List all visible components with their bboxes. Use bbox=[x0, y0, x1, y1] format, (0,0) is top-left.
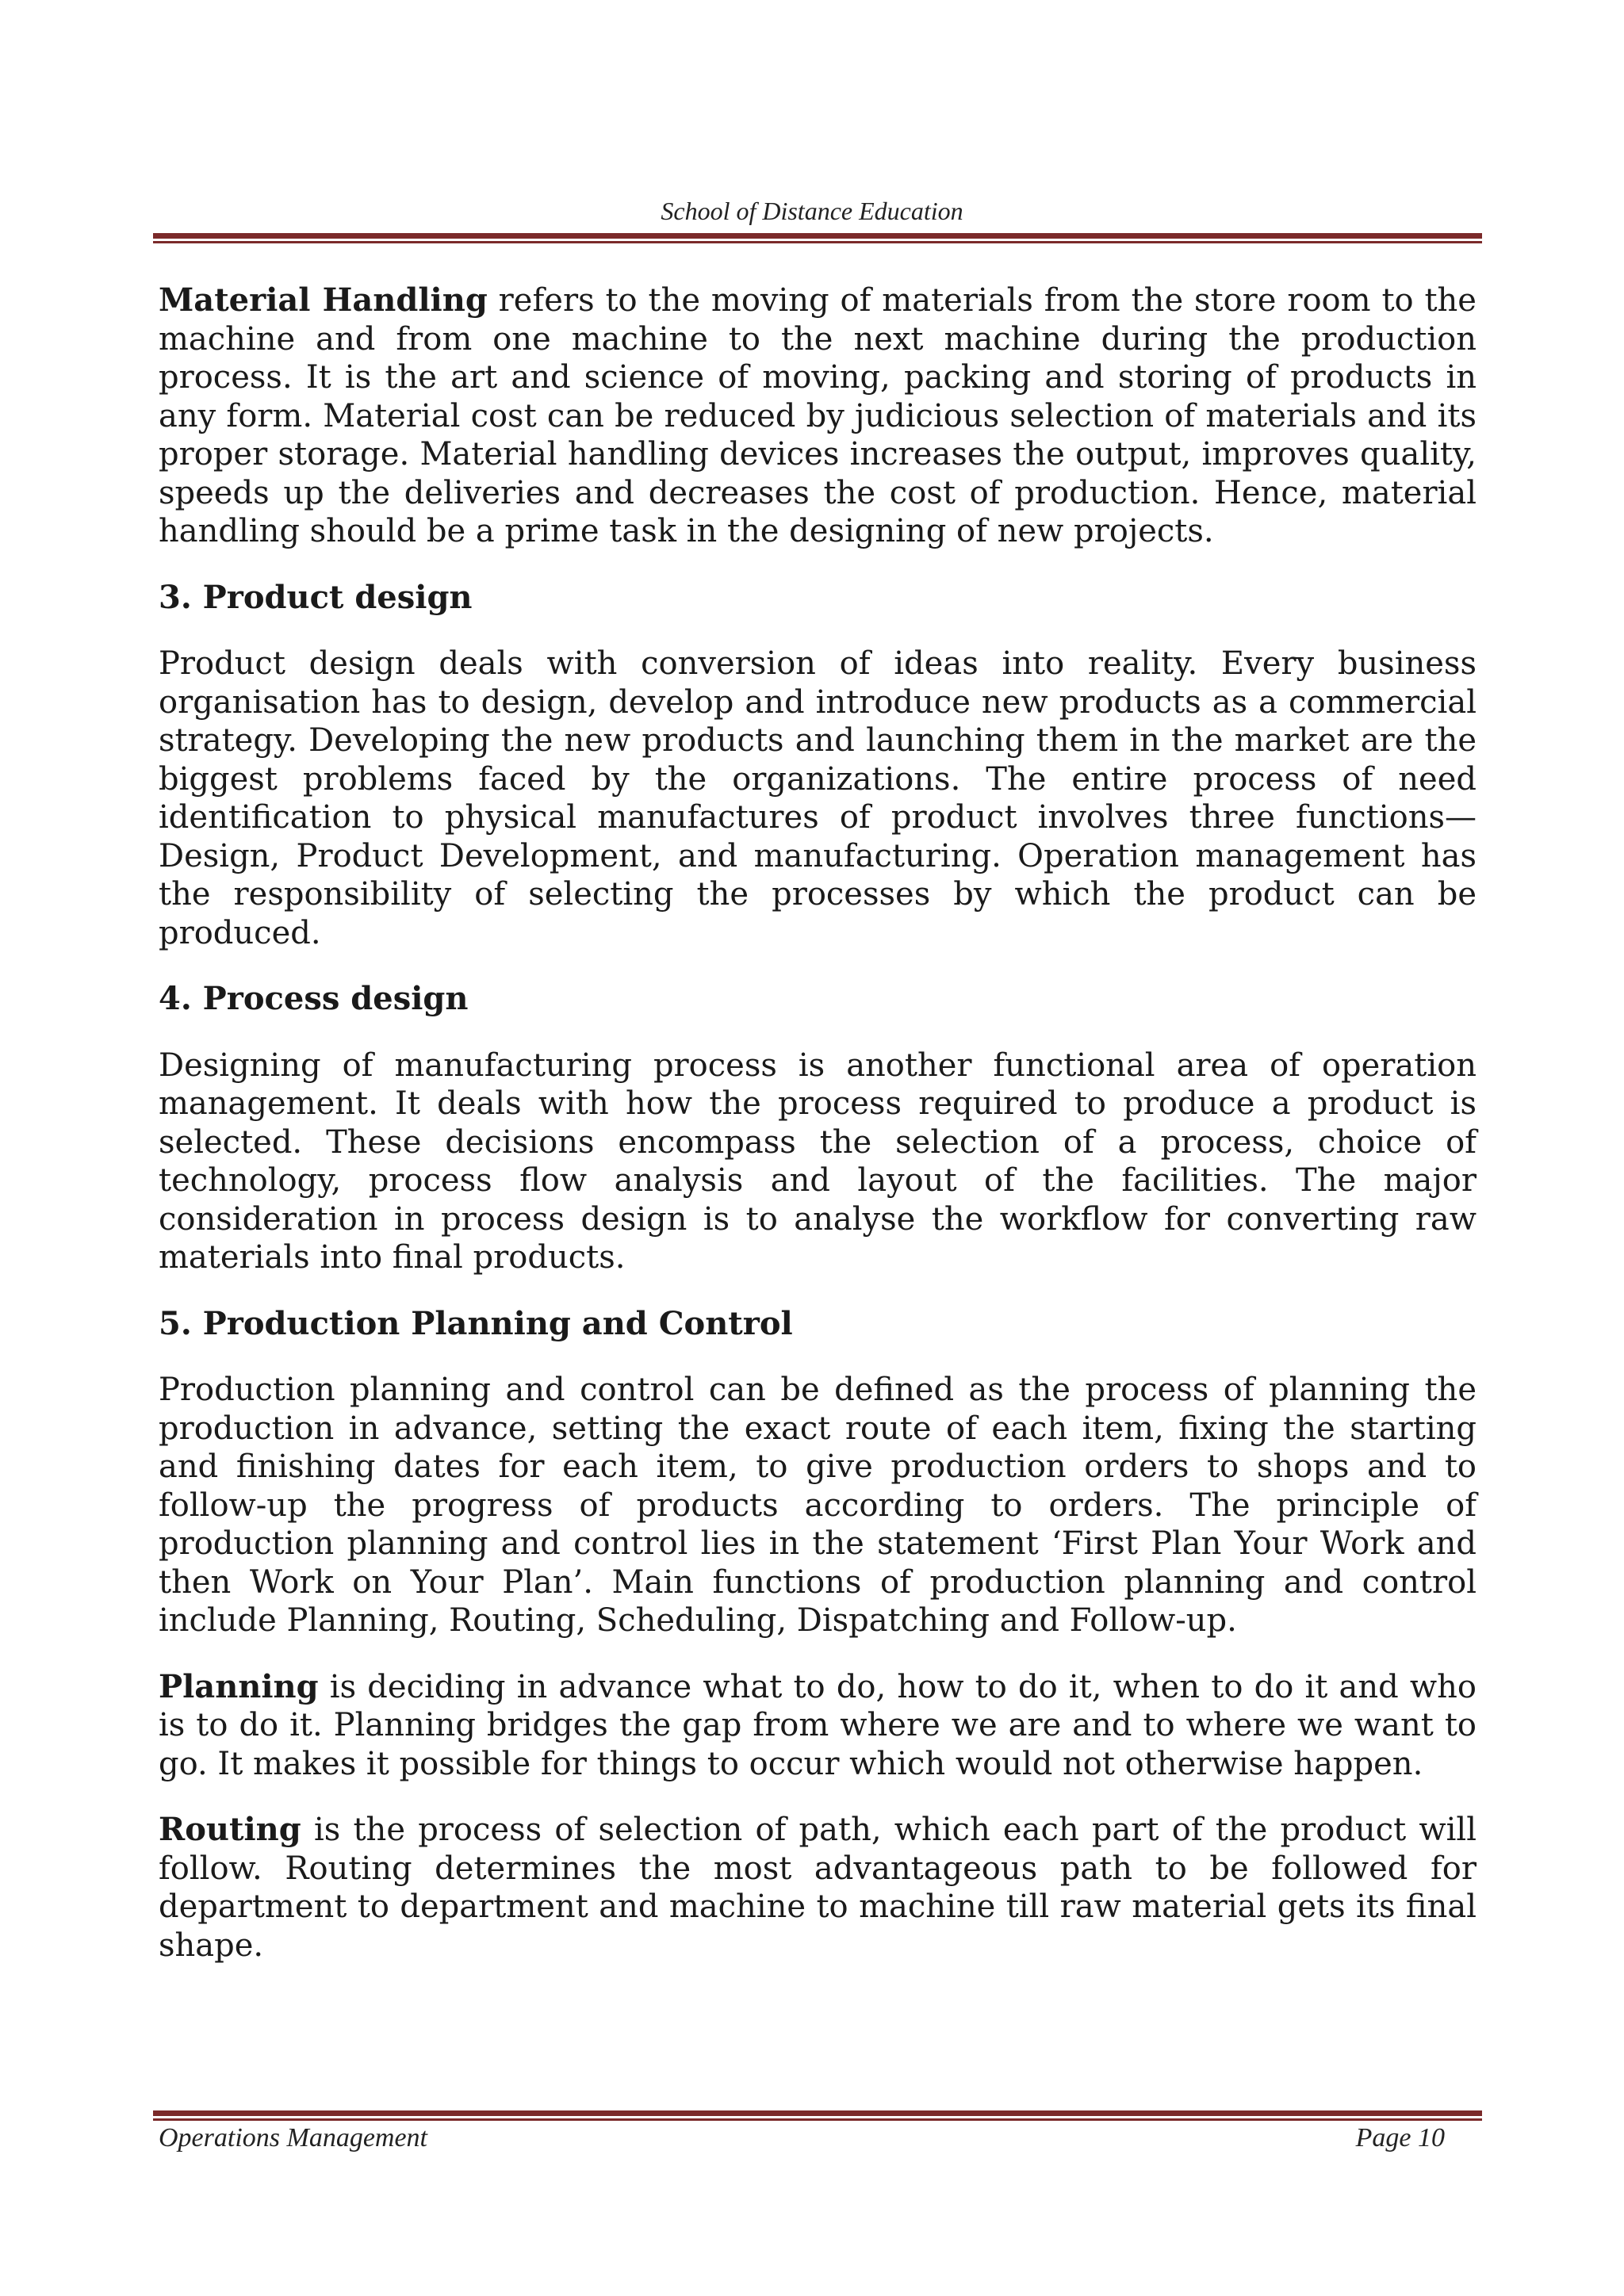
footer-page-number: Page 10 bbox=[1355, 2123, 1445, 2152]
header-title: School of Distance Education bbox=[661, 197, 963, 225]
routing-paragraph bbox=[159, 1811, 1477, 1965]
header-rule bbox=[153, 233, 1482, 243]
ppc-paragraph: Production planning and control can be defined as the process of planning the production in advance, setting the exact route of each item, fixing the starting and finishing dates for each item, to give production orders to shops and to follow-up the progress of products according to orders. The principle of production planning and control lies in the statement ‘First Plan Your Work and then Work on Your Plan’. Main functions of production planning and control include Planning, Routing, Scheduling, Dispatching and Follow-up. bbox=[159, 1372, 1477, 1639]
planning-paragraph bbox=[159, 1668, 1477, 1784]
footer-rule-thick bbox=[153, 2110, 1482, 2116]
footer-rule bbox=[153, 2110, 1482, 2121]
ppc-heading: 5. Production Planning and Control bbox=[159, 1304, 793, 1342]
footer-rule-thin bbox=[153, 2118, 1482, 2121]
product-design-paragraph: Product design deals with conversion of ideas into reality. Every business organisation has to design, develop and introduce new products as a commercial strategy. Developing the new products and launching them in the market are the biggest problems faced by the organizations. The entire process of need identification to physical manufactures of product involves three functions—Design, Product Development, and manufacturing. Operation management has the responsibility of selecting the processes by which the product can be produced. bbox=[159, 645, 1477, 951]
material-handling-paragraph bbox=[159, 281, 1477, 551]
page-content bbox=[159, 281, 1477, 1992]
header-rule-thin bbox=[153, 241, 1482, 243]
planning-text: is deciding in advance what to do, how to do it, when to do it and who is to do it. Planning bridges the gap from where we are and to where we want to go. It makes it possible for things to occur which would not otherwise happen. bbox=[159, 1668, 1477, 1782]
footer-course-title: Operations Management bbox=[159, 2123, 428, 2152]
header-rule-thick bbox=[153, 233, 1482, 239]
product-design-heading: 3. Product design bbox=[159, 578, 473, 616]
material-handling-term: Material Handling bbox=[159, 281, 488, 319]
routing-term: Routing bbox=[159, 1811, 301, 1848]
material-handling-text: refers to the moving of materials from the store room to the machine and from one machine to the next machine during the production process. It is the art and science of moving, packing and storing of products in any form. Material cost can be reduced by judicious selection of materials and its proper storage. Material handling devices increases the output, improves quality, speeds up the deliveries and decreases the cost of production. Hence, material handling should be a prime task in the designing of new projects. bbox=[159, 282, 1477, 549]
planning-term: Planning bbox=[159, 1667, 319, 1705]
process-design-paragraph: Designing of manufacturing process is another functional area of operation management. It deals with how the process required to produce a product is selected. These decisions encompass the selection of a process, choice of technology, process flow analysis and layout of the facilities. The major consideration in process design is to analyse the workflow for converting raw materials into final products. bbox=[159, 1047, 1477, 1276]
routing-text: is the process of selection of path, which each part of the product will follow. Routing determines the most advantageous path to be followed for department to department and machine to machine till raw material gets its final shape. bbox=[159, 1812, 1477, 1964]
process-design-heading: 4. Process design bbox=[159, 980, 469, 1017]
